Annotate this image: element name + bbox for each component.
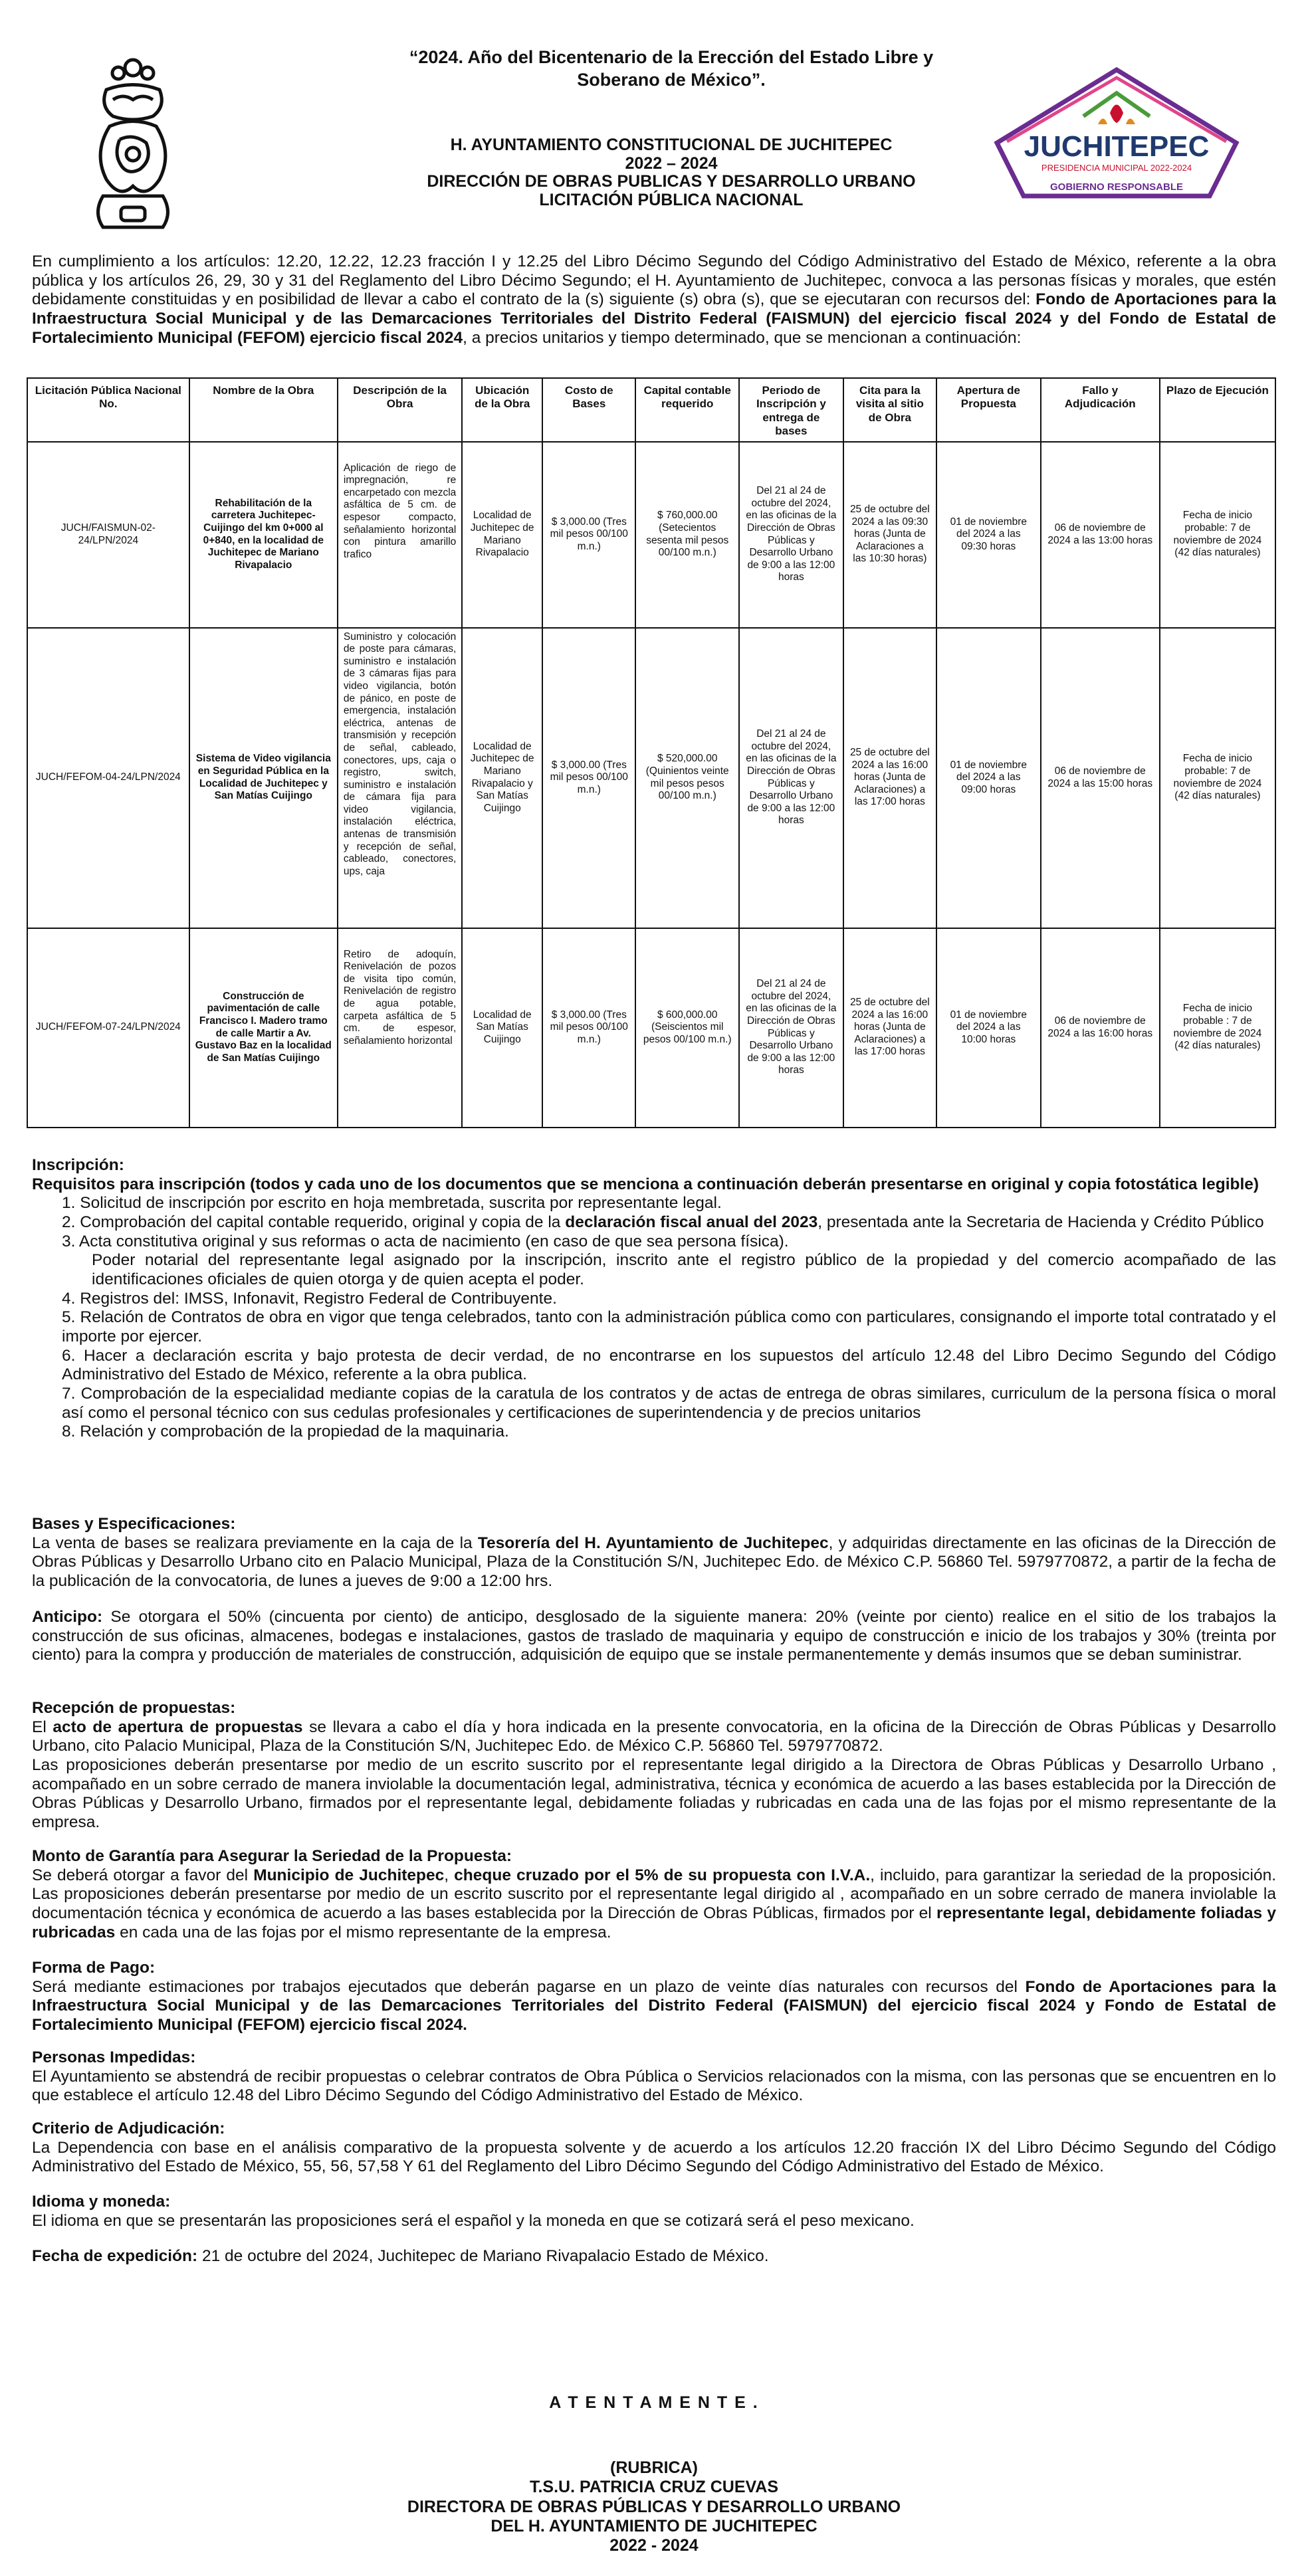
body-bold: acto de apertura de propuestas xyxy=(53,1718,303,1736)
cell-ubicacion: Localidad de Juchitepec de Mariano Rivapalacio y San Matías Cuijingo xyxy=(462,628,542,928)
garantia-section xyxy=(32,1847,1276,1942)
signature-line: 2022 - 2024 xyxy=(609,2536,699,2555)
cell-apertura: 01 de noviembre del 2024 a las 10:00 horas xyxy=(936,928,1041,1128)
cell-licitacion: JUCH/FEFOM-07-24/LPN/2024 xyxy=(27,928,189,1128)
intro-funds: Fondo de Aportaciones para la Infraestructura Social Municipal y de las Demarcaciones Territoriales del Distrito Federal (FAISMUN) del ejercicio fiscal 2024 y del Fondo de Estatal de Fortalecimiento Municipal (FEFOM) ejercicio fiscal 2024 xyxy=(32,290,1276,347)
body-bold: cheque cruzado por el 5% de su propuesta con I.V.A. xyxy=(454,1866,871,1884)
body-text: La venta de bases se realizara previamente en la caja de la xyxy=(32,1534,478,1552)
section-title: Monto de Garantía para Asegurar la Seriedad de la Propuesta: xyxy=(32,1847,512,1865)
cell-cita: 25 de octubre del 2024 a las 16:00 horas (Junta de Aclaraciones) a las 17:00 horas xyxy=(843,928,936,1128)
cell-nombre: Construcción de pavimentación de calle Francisco I. Madero tramo de calle Martir a Av. Gustavo Baz en la localidad de San Matías Cuijingo xyxy=(189,928,338,1128)
impedidas-section xyxy=(32,2048,1276,2106)
section-body xyxy=(32,2247,1276,2266)
body-text: , y adquiridas directamente en las oficinas de la Dirección de Obras Públicas y Desarrollo Urbano cito en Palacio Municipal, Plaza de la Constitución S/N, Juchitepec Edo. de México C.P. 56860 Tel. 5979770872, a partir de la fecha de la publicación de la convocatoria, de lunes a jueves de 9:00 a 12:00 hrs. xyxy=(32,1534,1276,1590)
section-title: Fecha de expedición: xyxy=(32,2247,198,2265)
header-motto: “2024. Año del Bicentenario de la Erección del Estado Libre y Soberano de México”. xyxy=(409,47,934,90)
cell-cita: 25 de octubre del 2024 a las 09:30 horas (Junta de Aclaraciones a las 10:30 horas) xyxy=(843,442,936,628)
column-header: Fallo y Adjudicación xyxy=(1041,378,1160,442)
section-body: La Dependencia con base en el análisis comparativo de la propuesta solvente y de acuerdo a los artículos 12.20 fracción IX del Libro Décimo Segundo del Código Administrativo del Estado de México, 55, 56, 57,58 Y 61 del Reglamento del Libro Décimo Segundo del Código Administrativo del Estado de México. xyxy=(32,2138,1276,2176)
body-text: en cada una de las fojas por el mismo representante de la empresa. xyxy=(115,1923,611,1941)
signature-line: DEL H. AYUNTAMIENTO DE JUCHITEPEC xyxy=(490,2516,818,2535)
logo-brand-sub: PRESIDENCIA MUNICIPAL 2022-2024 xyxy=(1041,163,1192,173)
expedicion-section xyxy=(32,2247,1276,2266)
body-bold: representante legal, debidamente foliadas y rubricadas xyxy=(32,1904,1276,1941)
cell-descripcion: Aplicación de riego de impregnación, re encarpetado con mezcla asfáltica de 5 cm. de espesor compacto, señalamiento horizontal con pintura amarillo trafico xyxy=(338,442,462,628)
list-item: 7. Comprobación de la especialidad mediante copias de la caratula de los contratos y de actas de entrega de obras similares, curriculum de la persona física o moral así como el personal técnico con sus cedulas profesionales y certificaciones de superintendencia y de precios unitarios xyxy=(62,1384,1276,1422)
requirements-list xyxy=(32,1194,1276,1442)
body-bold: Fondo de Aportaciones para la Infraestructura Social Municipal y de las Demarcaciones Territoriales del Distrito Federal (FAISMUN) del ejercicio fiscal 2024 y Fondo de Estatal de Fortalecimiento Municipal (FEFOM) ejercicio fiscal 2024. xyxy=(32,1977,1276,2034)
anticipo-section xyxy=(32,1608,1276,1665)
section-title: Anticipo: xyxy=(32,1608,103,1626)
juchitepec-logo xyxy=(984,63,1250,209)
cell-licitacion: JUCH/FEFOM-04-24/LPN/2024 xyxy=(27,628,189,928)
cell-nombre: Sistema de Video vigilancia en Seguridad Pública en la Localidad de Juchitepec y San Matías Cuijingo xyxy=(189,628,338,928)
body-text: , xyxy=(444,1866,455,1884)
signature-line: T.S.U. PATRICIA CRUZ CUEVAS xyxy=(529,2478,779,2497)
cell-capital: $ 760,000.00 (Setecientos sesenta mil pesos 00/100 m.n.) xyxy=(635,442,739,628)
cell-ubicacion: Localidad de San Matías Cuijingo xyxy=(462,928,542,1128)
column-header: Plazo de Ejecución xyxy=(1160,378,1275,442)
section-body xyxy=(32,1608,1276,1665)
section-title: Criterio de Adjudicación: xyxy=(32,2120,225,2137)
section-title: Personas Impedidas: xyxy=(32,2048,196,2066)
org-line: H. AYUNTAMIENTO CONSTITUCIONAL DE JUCHITEPEC xyxy=(450,136,893,154)
column-header: Descripción de la Obra xyxy=(338,378,462,442)
cell-periodo: Del 21 al 24 de octubre del 2024, en las oficinas de la Dirección de Obras Públicas y Desarrollo Urbano de 9:00 a las 12:00 horas xyxy=(739,442,843,628)
section-title: Recepción de propuestas: xyxy=(32,1699,236,1717)
idioma-section xyxy=(32,2193,1276,2230)
intro-paragraph xyxy=(32,252,1276,347)
cell-plazo: Fecha de inicio probable : 7 de noviembre de 2024 (42 días naturales) xyxy=(1160,928,1275,1128)
intro-text: En cumplimiento a los artículos: 12.20, 12.22, 12.23 fracción I y 12.25 del Libro Décimo Segundo del Código Administrativo del Estado de México, referente a la obra pública y los artículos 26, 29, 30 y 31 del Reglamento del Libro Décimo Segundo; el H. Ayuntamiento de Juchitepec, convoca a las personas físicas y morales, que estén debidamente constituidas y en posibilidad de llevar a cabo el contrato de la (s) siguiente (s) obra (s), que se ejecutaran con recursos del: xyxy=(32,252,1276,309)
bases-section xyxy=(32,1515,1276,1591)
column-header: Costo de Bases xyxy=(542,378,635,442)
cell-costo: $ 3,000.00 (Tres mil pesos 00/100 m.n.) xyxy=(542,442,635,628)
cell-cita: 25 de octubre del 2024 a las 16:00 horas (Junta de Aclaraciones) a las 17:00 horas xyxy=(843,628,936,928)
criterio-section xyxy=(32,2120,1276,2177)
tender-table xyxy=(27,377,1276,1128)
cell-apertura: 01 de noviembre del 2024 a las 09:00 horas xyxy=(936,628,1041,928)
cell-plazo: Fecha de inicio probable: 7 de noviembre de 2024 (42 días naturales) xyxy=(1160,628,1275,928)
list-item: Poder notarial del representante legal asignado por la inscripción, inscrito ante el registro público de la propiedad y del comercio acompañado de las identificaciones oficiales de quien otorga y de quien acepta el poder. xyxy=(92,1251,1276,1288)
cell-fallo: 06 de noviembre de 2024 a las 15:00 horas xyxy=(1041,628,1160,928)
list-item-text: 2. Comprobación del capital contable requerido, original y copia de la xyxy=(62,1213,566,1231)
signature-line: (RUBRICA) xyxy=(610,2458,698,2477)
cell-plazo: Fecha de inicio probable: 7 de noviembre de 2024 (42 días naturales) xyxy=(1160,442,1275,628)
list-item-text: , presentada ante la Secretaria de Hacienda y Crédito Público xyxy=(818,1213,1264,1231)
list-item: 8. Relación y comprobación de la propiedad de la maquinaria. xyxy=(62,1423,509,1441)
section-subtitle: Requisitos para inscripción (todos y cada uno de los documentos que se menciona a continuación deberán presentarse en original y copia fotostática legible) xyxy=(32,1175,1259,1193)
section-title: Bases y Especificaciones: xyxy=(32,1515,236,1533)
cell-periodo: Del 21 al 24 de octubre del 2024, en las oficinas de la Dirección de Obras Públicas y Desarrollo Urbano de 9:00 a las 12:00 horas xyxy=(739,928,843,1128)
org-line: 2022 – 2024 xyxy=(625,153,718,173)
cell-capital: $ 520,000.00 (Quinientos veinte mil pesos pesos 00/100 m.n.) xyxy=(635,628,739,928)
section-body xyxy=(32,1866,1276,1943)
logo-brand-name: JUCHITEPEC xyxy=(1024,130,1210,163)
table-header-row xyxy=(27,378,1275,442)
list-item: 4. Registros del: IMSS, Infonavit, Registro Federal de Contribuyente. xyxy=(62,1289,557,1308)
column-header: Ubicación de la Obra xyxy=(462,378,542,442)
cell-descripcion: Retiro de adoquín, Renivelación de pozos de visita tipo común, Renivelación de registro de agua potable, carpeta asfáltica de 5 cm. de espesor, señalamiento horizontal xyxy=(338,928,462,1128)
header-organization xyxy=(385,136,957,209)
column-header: Cita para la visita al sitio de Obra xyxy=(843,378,936,442)
body-text: Se otorgara el 50% (cincuenta por ciento) de anticipo, desglosado de la siguiente manera: 20% (veinte por ciento) realice en el sitio de los trabajos la construcción de sus oficinas, almacenes, bodegas e instalaciones, gastos de traslado de maquinaria y equipo de construcción e inicio de los trabajos y 30% (treinta por ciento) para la compra y producción de materiales de construcción, adquisición de equipo que se instale permanentemente y demás insumos que se deban suministrar. xyxy=(32,1608,1276,1664)
section-body xyxy=(32,1718,1276,1756)
body-text: se llevara a cabo el día y hora indicada en la presente convocatoria, en la oficina de la Dirección de Obras Públicas y Desarrollo Urbano, cito Palacio Municipal, Plaza de la Constitución S/N, Juchitepec Edo. de México C.P. 56860 Tel. 5979770872. xyxy=(32,1718,1277,1755)
intro-text-end: , a precios unitarios y tiempo determinado, que se mencionan a continuación: xyxy=(463,328,1022,347)
recepcion-section xyxy=(32,1699,1276,1833)
body-text: Será mediante estimaciones por trabajos ejecutados que deberán pagarse en un plazo de veinte días naturales con recursos del xyxy=(32,1977,1026,1996)
table-row xyxy=(27,628,1275,928)
list-item: 6. Hacer a declaración escrita y bajo protesta de decir verdad, de no encontrarse en los supuestos del artículo 12.48 del Libro Decimo Segundo del Código Administrativo del Estado de México, referente a la obra publica. xyxy=(62,1346,1276,1384)
section-body xyxy=(32,1978,1276,2035)
org-line: DIRECCIÓN DE OBRAS PUBLICAS Y DESARROLLO URBANO xyxy=(427,172,916,191)
body-text: 21 de octubre del 2024, Juchitepec de Mariano Rivapalacio Estado de México. xyxy=(197,2247,769,2265)
section-body: Las proposiciones deberán presentarse por medio de un escrito suscrito por el representante legal dirigido a la Directora de Obras Públicas y Desarrollo Urbano , acompañado en un sobre cerrado de manera inviolable la documentación legal, administrativa, técnica y económica de acuerdo a las bases establecida por la Dirección de Obras Públicas y Desarrollo Urbano, firmados por el representante legal, debidamente foliadas y rubricadas en cada una de las fojas por el mismo representante de la empresa. xyxy=(32,1755,1276,1831)
column-header: Apertura de Propuesta xyxy=(936,378,1041,442)
list-item: 1. Solicitud de inscripción por escrito en hoja membretada, suscrita por representante legal. xyxy=(62,1194,722,1213)
cell-fallo: 06 de noviembre de 2024 a las 13:00 horas xyxy=(1041,442,1160,628)
inscripcion-section xyxy=(32,1156,1276,1442)
cell-apertura: 01 de noviembre del 2024 a las 09:30 horas xyxy=(936,442,1041,628)
table-row xyxy=(27,442,1275,628)
list-item: 5. Relación de Contratos de obra en vigor que tenga celebrados, tanto con la administración pública como con particulares, consignando el importe total contratado y el importe por ejercer. xyxy=(62,1308,1276,1345)
table-row xyxy=(27,928,1275,1128)
cell-capital: $ 600,000.00 (Seiscientos mil pesos 00/100 m.n.) xyxy=(635,928,739,1128)
body-text: Se deberá otorgar a favor del xyxy=(32,1866,254,1884)
section-title: Inscripción: xyxy=(32,1156,124,1174)
section-title: Idioma y moneda: xyxy=(32,2193,171,2211)
body-text: , incluido, para garantizar la seriedad de la proposición. Las proposiciones deberán presentarse por medio de un escrito suscrito por el representante legal dirigido al , acompañado en un sobre cerrado de manera inviolable la documentación técnica y económica de acuerdo a las bases establecida por la Dirección de Obras Públicas, firmados por el xyxy=(32,1866,1277,1922)
body-text: El xyxy=(32,1718,53,1736)
body-bold: Municipio de Juchitepec xyxy=(253,1866,445,1884)
atentamente: A T E N T A M E N T E . xyxy=(549,2393,759,2412)
cell-nombre: Rehabilitación de la carretera Juchitepec-Cuijingo del km 0+000 al 0+840, en la localidad de Juchitepec de Mariano Rivapalacio xyxy=(189,442,338,628)
section-title: Forma de Pago: xyxy=(32,1959,156,1977)
column-header: Licitación Pública Nacional No. xyxy=(27,378,189,442)
cell-licitacion: JUCH/FAISMUN-02-24/LPN/2024 xyxy=(27,442,189,628)
column-header: Periodo de Inscripción y entrega de bases xyxy=(739,378,843,442)
cell-ubicacion: Localidad de Juchitepec de Mariano Rivapalacio xyxy=(462,442,542,628)
list-item xyxy=(32,1213,1276,1233)
cell-descripcion: Suministro y colocación de poste para cámaras, suministro e instalación de 3 cámaras fijas para video vigilancia, botón de pánico, en poste de emergencia, instalación eléctrica, antenas de transmisión y recepción de señal, cableado, conectores, ups, caja o registro, switch, suministro e instalación de cámara fija para video vigilancia, instalación eléctrica, antenas de transmisión y recepción de señal, cableado, conectores, ups, caja xyxy=(338,628,462,928)
column-header: Capital contable requerido xyxy=(635,378,739,442)
signature-block xyxy=(319,2458,989,2555)
section-body: El idioma en que se presentarán las proposiciones será el español y la moneda en que se cotizará será el peso mexicano. xyxy=(32,2211,915,2230)
section-body xyxy=(32,1534,1276,1591)
municipal-glyph-emblem xyxy=(80,53,186,239)
cell-costo: $ 3,000.00 (Tres mil pesos 00/100 m.n.) xyxy=(542,628,635,928)
list-item: 3. Acta constitutiva original y sus reformas o acta de nacimiento (en caso de que sea persona física). xyxy=(62,1232,789,1250)
org-line: LICITACIÓN PÚBLICA NACIONAL xyxy=(539,190,804,209)
column-header: Nombre de la Obra xyxy=(189,378,338,442)
cell-periodo: Del 21 al 24 de octubre del 2024, en las oficinas de la Dirección de Obras Públicas y Desarrollo Urbano de 9:00 a las 12:00 horas xyxy=(739,628,843,928)
cell-fallo: 06 de noviembre de 2024 a las 16:00 horas xyxy=(1041,928,1160,1128)
cell-costo: $ 3,000.00 (Tres mil pesos 00/100 m.n.) xyxy=(542,928,635,1128)
pago-section xyxy=(32,1959,1276,2035)
logo-brand-tagline: GOBIERNO RESPONSABLE xyxy=(1049,181,1184,193)
signature-line: DIRECTORA DE OBRAS PÚBLICAS Y DESARROLLO URBANO xyxy=(407,2497,901,2516)
list-item-bold: declaración fiscal anual del 2023 xyxy=(565,1213,818,1231)
body-bold: Tesorería del H. Ayuntamiento de Juchitepec xyxy=(477,1534,829,1552)
section-body: El Ayuntamiento se abstendrá de recibir propuestas o celebrar contratos de Obra Pública o Servicios relacionados con la misma, con las personas que se encuentren en lo que establece el artículo 12.48 del Libro Décimo Segundo del Código Administrativo del Estado de México. xyxy=(32,2067,1276,2105)
